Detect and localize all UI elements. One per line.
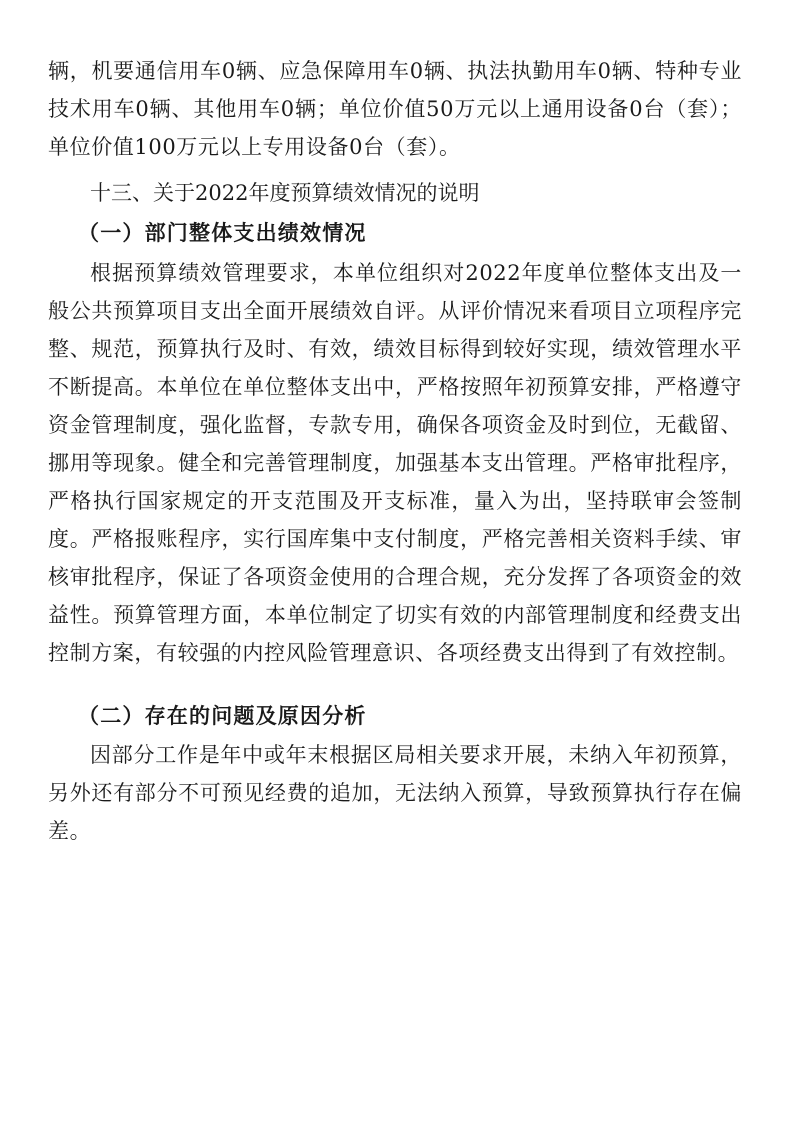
subsection-2-body: 因部分工作是年中或年末根据区局相关要求开展，未纳入年初预算，另外还有部分不可预见经费的追加，无法纳入预算，导致预算执行存在偏差。 [48,743,742,843]
section-heading: 十三、关于2022年度预算绩效情况的说明 [90,181,480,205]
carryover-paragraph: 辆，机要通信用车0辆、应急保障用车0辆、执法执勤用车0辆、特种专业技术用车0辆、其他用车0辆；单位价值50万元以上通用设备0台（套）；单位价值100万元以上专用设备0台（套）。 [48,59,742,159]
subsection-1-body: 根据预算绩效管理要求，本单位组织对2022年度单位整体支出及一般公共预算项目支出全面开展绩效自评。从评价情况来看项目立项程序完整、规范，预算执行及时、有效，绩效目标得到较好实现，绩效管理水平不断提高。本单位在单位整体支出中，严格按照年初预算安排，严格遵守资金管理制度，强化监督，专款专用，确保各项资金及时到位，无截留、挪用等现象。健全和完善管理制度，加强基本支出管理。严格审批程序，严格执行国家规定的开支范围及开支标准，量入为出，坚持联审会签制度。严格报账程序，实行国库集中支付制度，严格完善相关资料手续、审核审批程序，保证了各项资金使用的合理合规，充分发挥了各项资金的效益性。预算管理方面，本单位制定了切实有效的内部管理制度和经费支出控制方案，有较强的内控风险管理意识、各项经费支出得到了有效控制。 [48,261,742,665]
subsection-1-heading: （一）部门整体支出绩效情况 [78,220,367,245]
subsection-2-heading: （二）存在的问题及原因分析 [78,703,367,728]
